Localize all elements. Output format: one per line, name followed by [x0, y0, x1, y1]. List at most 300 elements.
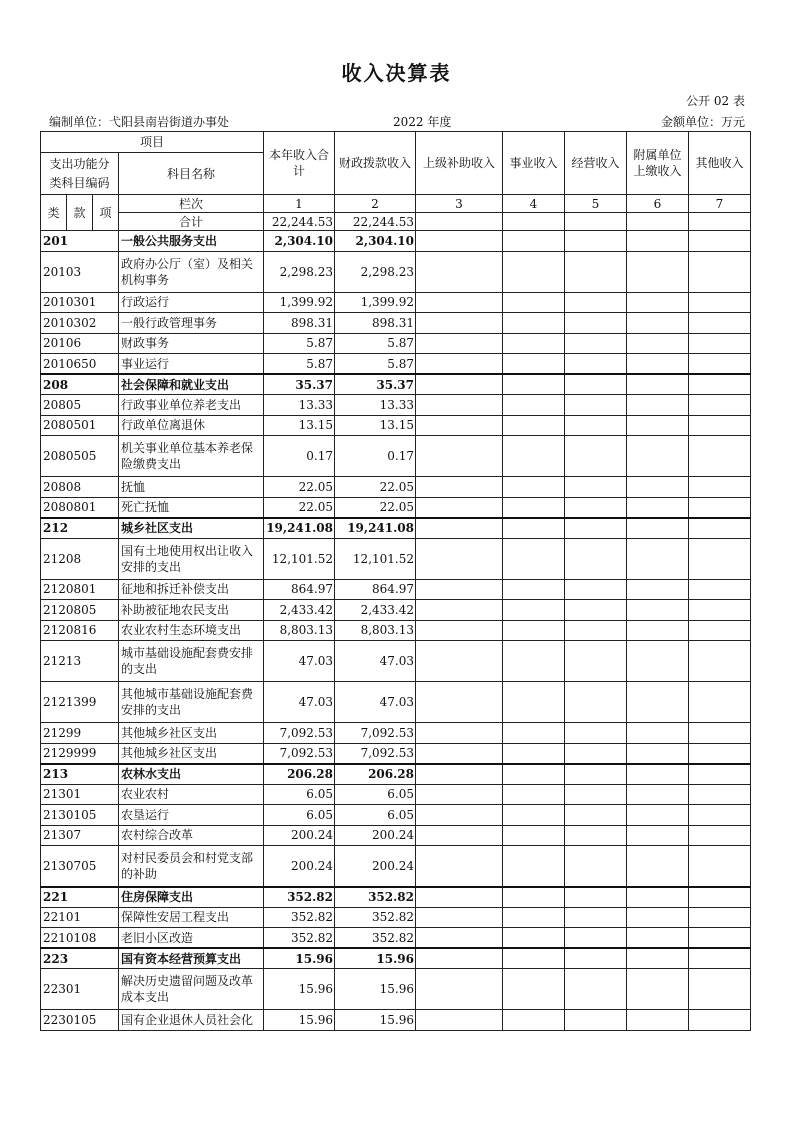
empty-cell: [503, 231, 565, 252]
row-income: 2,304.10: [264, 231, 335, 252]
row-fiscal: 1,399.92: [335, 292, 416, 313]
empty-cell: [565, 374, 627, 395]
empty-cell: [689, 723, 751, 744]
empty-cell: [689, 497, 751, 518]
empty-cell: [503, 887, 565, 908]
row-code: 20103: [41, 251, 119, 292]
header-kuan: 款: [67, 195, 93, 231]
table-row: [41, 395, 751, 416]
row-fiscal: 2,298.23: [335, 251, 416, 292]
empty-cell: [627, 374, 689, 395]
empty-cell: [565, 292, 627, 313]
row-fiscal: 12,101.52: [335, 538, 416, 579]
header-col1: 本年收入合计: [264, 132, 335, 195]
empty-cell: [416, 928, 503, 949]
empty-cell: [565, 825, 627, 846]
empty-cell: [416, 292, 503, 313]
table-row: [41, 743, 751, 764]
empty-cell: [565, 231, 627, 252]
empty-cell: [416, 415, 503, 436]
empty-cell: [689, 948, 751, 969]
empty-cell: [503, 1010, 565, 1031]
page-title: 收入决算表: [341, 61, 452, 85]
empty-cell: [565, 477, 627, 498]
table-row: [41, 518, 751, 539]
empty-cell: [503, 764, 565, 785]
table-row: [41, 825, 751, 846]
row-income: 22.05: [264, 497, 335, 518]
row-income: 206.28: [264, 764, 335, 785]
empty-cell: [689, 313, 751, 334]
row-income: 7,092.53: [264, 743, 335, 764]
row-fiscal: 6.05: [335, 805, 416, 826]
form-number: 公开 02 表: [686, 94, 745, 108]
row-income: 1,399.92: [264, 292, 335, 313]
empty-cell: [565, 436, 627, 477]
row-fiscal: 898.31: [335, 313, 416, 334]
row-income: 6.05: [264, 805, 335, 826]
compiling-unit: 编制单位：弋阳县南岩街道办事处: [49, 115, 230, 129]
table-row: [41, 764, 751, 785]
empty-cell: [565, 354, 627, 375]
row-code: 2129999: [41, 743, 119, 764]
col-num-2: 2: [335, 195, 416, 213]
row-fiscal: 8,803.13: [335, 620, 416, 641]
table-row: [41, 723, 751, 744]
row-code: 2230105: [41, 1010, 119, 1031]
empty-cell: [689, 231, 751, 252]
table-row: [41, 784, 751, 805]
row-name: 对村民委员会和村党支部的补助: [119, 846, 264, 887]
row-income: 12,101.52: [264, 538, 335, 579]
row-code: 21208: [41, 538, 119, 579]
row-fiscal: 2,304.10: [335, 231, 416, 252]
empty-cell: [503, 620, 565, 641]
empty-cell: [627, 1010, 689, 1031]
table-row: [41, 948, 751, 969]
empty-cell: [416, 251, 503, 292]
row-income: 352.82: [264, 907, 335, 928]
empty-cell: [689, 641, 751, 682]
empty-cell: [627, 743, 689, 764]
empty-cell: [503, 723, 565, 744]
empty-cell: [627, 887, 689, 908]
empty-cell: [416, 538, 503, 579]
table-row: [41, 415, 751, 436]
empty-cell: [416, 743, 503, 764]
row-name: 城市基础设施配套费安排的支出: [119, 641, 264, 682]
header-col5: 经营收入: [565, 132, 627, 195]
row-name: 城乡社区支出: [119, 518, 264, 539]
row-income: 200.24: [264, 825, 335, 846]
row-code: 21301: [41, 784, 119, 805]
empty-cell: [689, 784, 751, 805]
empty-cell: [503, 436, 565, 477]
empty-cell: [416, 436, 503, 477]
empty-cell: [689, 907, 751, 928]
row-fiscal: 7,092.53: [335, 743, 416, 764]
empty-cell: [689, 538, 751, 579]
table-row: [41, 292, 751, 313]
empty-cell: [565, 579, 627, 600]
row-name: 行政单位离退休: [119, 415, 264, 436]
row-income: 6.05: [264, 784, 335, 805]
empty-cell: [627, 948, 689, 969]
empty-cell: [565, 313, 627, 334]
row-income: 22.05: [264, 477, 335, 498]
row-income: 2,433.42: [264, 600, 335, 621]
empty-cell: [689, 969, 751, 1010]
empty-cell: [503, 518, 565, 539]
empty-cell: [565, 784, 627, 805]
empty-cell: [565, 723, 627, 744]
empty-cell: [416, 395, 503, 416]
empty-cell: [503, 579, 565, 600]
total-label: 合计: [119, 213, 264, 231]
row-name: 财政事务: [119, 333, 264, 354]
empty-cell: [565, 395, 627, 416]
empty-cell: [503, 477, 565, 498]
empty-cell: [503, 743, 565, 764]
row-code: 2010302: [41, 313, 119, 334]
empty-cell: [416, 1010, 503, 1031]
header-col2: 财政拨款收入: [335, 132, 416, 195]
header-col4: 事业收入: [503, 132, 565, 195]
row-name: 事业运行: [119, 354, 264, 375]
empty-cell: [503, 251, 565, 292]
row-code: 2130105: [41, 805, 119, 826]
empty-cell: [565, 846, 627, 887]
empty-cell: [503, 682, 565, 723]
table-row: [41, 333, 751, 354]
row-code: 2210108: [41, 928, 119, 949]
empty-cell: [689, 682, 751, 723]
row-name: 住房保障支出: [119, 887, 264, 908]
empty-cell: [565, 887, 627, 908]
empty-cell: [689, 928, 751, 949]
row-code: 2080505: [41, 436, 119, 477]
empty-cell: [565, 497, 627, 518]
row-code: 208: [41, 374, 119, 395]
table-row: [41, 682, 751, 723]
empty-cell: [565, 333, 627, 354]
row-fiscal: 5.87: [335, 333, 416, 354]
row-income: 47.03: [264, 641, 335, 682]
table-row: [41, 374, 751, 395]
empty-cell: [689, 354, 751, 375]
empty-cell: [503, 415, 565, 436]
row-income: 864.97: [264, 579, 335, 600]
empty-cell: [627, 354, 689, 375]
empty-cell: [416, 354, 503, 375]
empty-cell: [689, 333, 751, 354]
empty-cell: [416, 969, 503, 1010]
empty-cell: [503, 825, 565, 846]
empty-cell: [627, 538, 689, 579]
row-fiscal: 200.24: [335, 846, 416, 887]
empty-cell: [689, 1010, 751, 1031]
empty-cell: [565, 928, 627, 949]
row-income: 19,241.08: [264, 518, 335, 539]
row-name: 农林水支出: [119, 764, 264, 785]
empty-cell: [627, 682, 689, 723]
empty-cell: [689, 374, 751, 395]
empty-cell: [416, 846, 503, 887]
header-func-code: 支出功能分 类科目编码: [41, 153, 119, 195]
empty-cell: [627, 313, 689, 334]
table-row: [41, 436, 751, 477]
row-name: 保障性安居工程支出: [119, 907, 264, 928]
col-num-1: 1: [264, 195, 335, 213]
empty-cell: [627, 805, 689, 826]
empty-cell: [503, 846, 565, 887]
empty-cell: [503, 641, 565, 682]
empty-cell: [627, 846, 689, 887]
table-row: [41, 231, 751, 252]
empty-cell: [416, 723, 503, 744]
row-name: 农业农村: [119, 784, 264, 805]
total-fiscal: 22,244.53: [335, 213, 416, 231]
empty-cell: [627, 969, 689, 1010]
empty-cell: [689, 292, 751, 313]
row-name: 国有资本经营预算支出: [119, 948, 264, 969]
table-row: [41, 1010, 751, 1031]
empty-cell: [689, 579, 751, 600]
row-income: 8,803.13: [264, 620, 335, 641]
empty-cell: [627, 415, 689, 436]
row-name: 农村综合改革: [119, 825, 264, 846]
empty-cell: [627, 436, 689, 477]
empty-cell: [416, 374, 503, 395]
empty-cell: [627, 620, 689, 641]
row-income: 15.96: [264, 948, 335, 969]
header-column-label: 栏次: [119, 195, 264, 213]
empty-cell: [627, 333, 689, 354]
row-fiscal: 15.96: [335, 948, 416, 969]
empty-cell: [503, 600, 565, 621]
empty-cell: [689, 251, 751, 292]
row-income: 200.24: [264, 846, 335, 887]
row-code: 21307: [41, 825, 119, 846]
empty-cell: [416, 682, 503, 723]
row-code: 201: [41, 231, 119, 252]
table-row: [41, 641, 751, 682]
empty-cell: [627, 395, 689, 416]
empty-cell: [627, 600, 689, 621]
header-subject-name: 科目名称: [119, 153, 264, 195]
empty-cell: [565, 682, 627, 723]
row-fiscal: 6.05: [335, 784, 416, 805]
empty-cell: [503, 333, 565, 354]
row-fiscal: 5.87: [335, 354, 416, 375]
empty-cell: [689, 743, 751, 764]
empty-cell: [627, 497, 689, 518]
row-code: 20805: [41, 395, 119, 416]
empty-cell: [416, 784, 503, 805]
empty-cell: [503, 948, 565, 969]
row-income: 5.87: [264, 333, 335, 354]
row-name: 农垦运行: [119, 805, 264, 826]
empty-cell: [503, 538, 565, 579]
row-fiscal: 47.03: [335, 682, 416, 723]
row-code: 2120801: [41, 579, 119, 600]
row-code: 2080501: [41, 415, 119, 436]
row-fiscal: 13.33: [335, 395, 416, 416]
empty-cell: [416, 948, 503, 969]
row-code: 21213: [41, 641, 119, 682]
row-income: 15.96: [264, 1010, 335, 1031]
empty-cell: [565, 969, 627, 1010]
row-name: 国有企业退休人员社会化: [119, 1010, 264, 1031]
empty-cell: [565, 620, 627, 641]
row-name: 补助被征地农民支出: [119, 600, 264, 621]
row-fiscal: 35.37: [335, 374, 416, 395]
total-income: 22,244.53: [264, 213, 335, 231]
empty-cell: [689, 600, 751, 621]
row-fiscal: 13.15: [335, 415, 416, 436]
row-code: 223: [41, 948, 119, 969]
empty-cell: [416, 313, 503, 334]
empty-cell: [565, 518, 627, 539]
row-name: 解决历史遗留问题及改革成本支出: [119, 969, 264, 1010]
row-fiscal: 47.03: [335, 641, 416, 682]
row-name: 行政运行: [119, 292, 264, 313]
table-row: [41, 313, 751, 334]
empty-cell: [689, 436, 751, 477]
empty-cell: [503, 969, 565, 1010]
header-lei: 类: [41, 195, 67, 231]
row-income: 352.82: [264, 928, 335, 949]
row-code: 22101: [41, 907, 119, 928]
row-fiscal: 864.97: [335, 579, 416, 600]
col-num-5: 5: [565, 195, 627, 213]
table-row: [41, 600, 751, 621]
empty-cell: [416, 825, 503, 846]
table-row: [41, 969, 751, 1010]
empty-cell: [503, 784, 565, 805]
table-row: [41, 887, 751, 908]
table-row: [41, 846, 751, 887]
empty-cell: [627, 579, 689, 600]
header-item: 项目: [41, 132, 264, 153]
empty-cell: [503, 907, 565, 928]
row-name: 政府办公厅（室）及相关机构事务: [119, 251, 264, 292]
row-name: 一般行政管理事务: [119, 313, 264, 334]
row-fiscal: 7,092.53: [335, 723, 416, 744]
empty-cell: [627, 641, 689, 682]
empty-cell: [416, 907, 503, 928]
empty-cell: [416, 764, 503, 785]
table-row: [41, 251, 751, 292]
row-income: 352.82: [264, 887, 335, 908]
empty-cell: [416, 333, 503, 354]
empty-cell: [689, 620, 751, 641]
empty-cell: [565, 538, 627, 579]
row-code: 2010650: [41, 354, 119, 375]
table-row: [41, 579, 751, 600]
empty-cell: [565, 641, 627, 682]
empty-cell: [416, 477, 503, 498]
empty-cell: [503, 292, 565, 313]
empty-cell: [416, 231, 503, 252]
row-income: 13.15: [264, 415, 335, 436]
empty-cell: [416, 887, 503, 908]
fiscal-year: 2022 年度: [393, 115, 452, 129]
empty-cell: [565, 805, 627, 826]
row-name: 机关事业单位基本养老保险缴费支出: [119, 436, 264, 477]
empty-cell: [689, 415, 751, 436]
empty-cell: [689, 764, 751, 785]
table-row: [41, 538, 751, 579]
row-name: 老旧小区改造: [119, 928, 264, 949]
row-code: 2130705: [41, 846, 119, 887]
col-num-7: 7: [689, 195, 751, 213]
row-income: 13.33: [264, 395, 335, 416]
row-income: 7,092.53: [264, 723, 335, 744]
empty-cell: [689, 395, 751, 416]
col-num-3: 3: [416, 195, 503, 213]
empty-cell: [627, 723, 689, 744]
row-income: 15.96: [264, 969, 335, 1010]
row-name: 死亡抚恤: [119, 497, 264, 518]
row-code: 2120816: [41, 620, 119, 641]
empty-cell: [416, 620, 503, 641]
row-name: 抚恤: [119, 477, 264, 498]
row-income: 2,298.23: [264, 251, 335, 292]
row-fiscal: 0.17: [335, 436, 416, 477]
empty-cell: [416, 600, 503, 621]
row-name: 国有土地使用权出让收入安排的支出: [119, 538, 264, 579]
empty-cell: [627, 518, 689, 539]
row-fiscal: 352.82: [335, 887, 416, 908]
empty-cell: [565, 907, 627, 928]
row-name: 征地和拆迁补偿支出: [119, 579, 264, 600]
row-name: 社会保障和就业支出: [119, 374, 264, 395]
row-code: 2120805: [41, 600, 119, 621]
header-col3: 上级补助收入: [416, 132, 503, 195]
row-code: 20808: [41, 477, 119, 498]
empty-cell: [689, 887, 751, 908]
row-income: 35.37: [264, 374, 335, 395]
empty-cell: [565, 251, 627, 292]
empty-cell: [416, 641, 503, 682]
row-fiscal: 15.96: [335, 1010, 416, 1031]
empty-cell: [627, 825, 689, 846]
header-xiang: 项: [93, 195, 119, 231]
row-fiscal: 200.24: [335, 825, 416, 846]
empty-cell: [689, 805, 751, 826]
income-table: [40, 131, 751, 1031]
row-code: 2080801: [41, 497, 119, 518]
row-fiscal: 22.05: [335, 497, 416, 518]
row-income: 898.31: [264, 313, 335, 334]
empty-cell: [503, 497, 565, 518]
empty-cell: [565, 415, 627, 436]
header-col7: 其他收入: [689, 132, 751, 195]
row-fiscal: 352.82: [335, 907, 416, 928]
row-name: 其他城乡社区支出: [119, 723, 264, 744]
empty-cell: [565, 743, 627, 764]
money-unit: 金额单位：万元: [660, 115, 745, 129]
table-row: [41, 497, 751, 518]
empty-cell: [627, 477, 689, 498]
empty-cell: [565, 764, 627, 785]
row-income: 5.87: [264, 354, 335, 375]
empty-cell: [627, 292, 689, 313]
table-row: [41, 354, 751, 375]
empty-cell: [627, 907, 689, 928]
row-name: 农业农村生态环境支出: [119, 620, 264, 641]
